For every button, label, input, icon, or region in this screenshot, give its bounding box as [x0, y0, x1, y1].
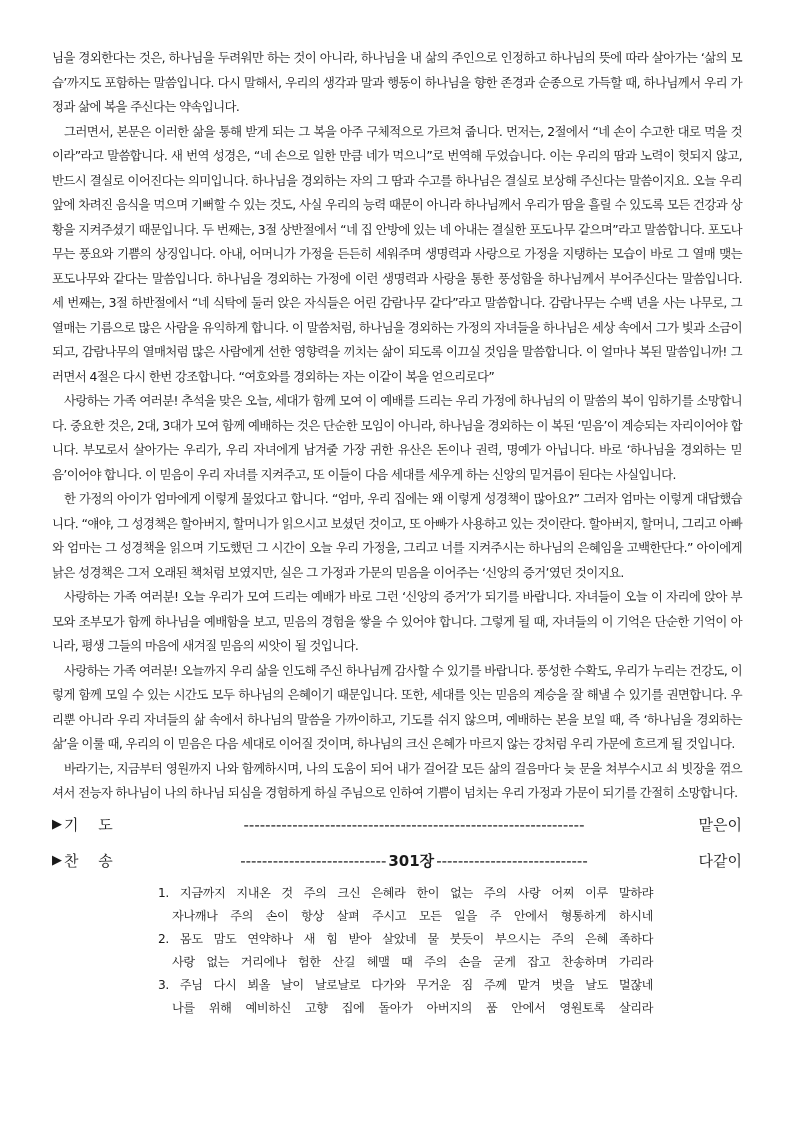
hymn-number: 301장: [388, 851, 435, 870]
hymn-verse-line: 자나깨나 주의 손이 항상 살펴 주시고 모든 일을 주 안에서 형통하게 하시네: [172, 908, 653, 923]
hymn-row: [52, 844, 742, 878]
prayer-label: 기 도: [64, 815, 113, 834]
hymn-label: 찬 송: [64, 851, 113, 870]
sermon-paragraph: 사랑하는 가족 여러분! 오늘까지 우리 삶을 인도해 주신 하나님께 감사할 수 있기를 바랍니다. 풍성한 수확도, 우리가 누리는 건강도, 이렇게 함께 모일 수 있는 시간도 모두 하나님의 은혜이기 때문입니다. 또한, 세대를 잇는 믿음의 계승을 잘 해낼 수 있기를 권면합니다. 우리뿐 아니라 우리 자녀들의 삶 속에서 하나님의 말씀을 가까이하고, 기도를 쉬지 않으며, 예배하는 본을 보일 때, 즉 ‘하나님을 경외하는 삶’을 이룰 때, 우리의 이 믿음은 다음 세대로 이어질 것이며, 하나님의 크신 은혜가 마르지 않는 강처럼 우리 가문에 흐르게 될 것입니다.: [52, 662, 742, 751]
sermon-paragraph: 그러면서, 본문은 이러한 삶을 통해 받게 되는 그 복을 아주 구체적으로 가르쳐 줍니다. 먼저는, 2절에서 “네 손이 수고한 대로 먹을 것이라”라고 말씀합니다. 새 번역 성경은, “네 손으로 일한 만큼 네가 먹으니”로 번역해 두었습니다. 이는 우리의 땀과 노력이 헛되지 않고, 반드시 결실로 이어진다는 의미입니다. 하나님을 경외하는 자의 그 땀과 수고를 하나님은 결실로 보상해 주신다는 말씀이지요. 오늘 우리 앞에 차려진 음식을 먹으며 기뻐할 수 있는 것도, 사실 우리의 능력 때문이 아니라 하나님께서 우리가 땀을 흘릴 수 있도록 모든 건강과 상황을 지켜주셨기 때문입니다. 두 번째는, 3절 상반절에서 “네 집 안방에 있는 네 아내는 결실한 포도나무 같으며”라고 말씀합니다. 포도나무는 풍요와 기쁨의 상징입니다. 아내, 어머니가 가정을 든든히 세워주며 생명력과 사랑으로 가정을 지탱하는 모습이 바로 그 열매 맺는 포도나무와 같다는 말씀입니다. 하나님을 경외하는 가정에 이런 생명력과 사랑을 통한 풍성함을 하나님께서 부어주신다는 말씀입니다. 세 번째는, 3절 하반절에서 “네 식탁에 둘러 앉은 자식들은 어린 감람나무 같다”라고 말씀합니다. 감람나무는 수백 년을 사는 나무로, 그 열매는 기름으로 많은 사람을 유익하게 합니다. 이 말씀처럼, 하나님을 경외하는 가정의 자녀들을 하나님은 세상 속에서 그가 빛과 소금이 되고, 감람나무의 열매처럼 많은 사람에게 선한 영향력을 끼치는 삶이 되도록 이끄실 것임을 말씀합니다. 이 얼마나 복된 말씀입니까! 그러면서 4절은 다시 한번 강조합니다. “여호와를 경외하는 자는 이같이 복을 얻으리로다”: [52, 123, 742, 384]
sermon-paragraph: 님을 경외한다는 것은, 하나님을 두려워만 하는 것이 아니라, 하나님을 내 삶의 주인으로 인정하고 하나님의 뜻에 따라 살아가는 ‘삶의 모습’까지도 포함하는 말씀입니다. 다시 말해서, 우리의 생각과 말과 행동이 하나님을 향한 존경과 순종으로 가득할 때, 하나님께서 우리 가정과 삶에 복을 주신다는 약속입니다.: [52, 50, 742, 114]
hymn-verse-line: 나를 위해 예비하신 고향 집에 돌아가 아버지의 품 안에서 영원토록 살리라: [172, 1000, 653, 1015]
prayer-assignee: 맡은이: [698, 815, 742, 834]
hymn-verse-line: 사랑 없는 거리에나 험한 산길 헤맬 때 주의 손을 굳게 잡고 찬송하며 가리라: [172, 954, 653, 969]
triangle-marker-icon: ▶: [52, 816, 62, 832]
hymn-verse-line: 2. 몸도 맘도 연약하나 새 힘 받아 살았네 물 붓듯이 부으시는 주의 은혜 족하다: [158, 931, 653, 946]
prayer-leader-dashes: ---------------------------------------------------------------: [243, 815, 585, 834]
hymn-dashes-left: ---------------------------: [240, 851, 387, 870]
sermon-paragraph: 한 가정의 아이가 엄마에게 이렇게 물었다고 합니다. “엄마, 우리 집에는 왜 이렇게 성경책이 많아요?” 그러자 엄마는 이렇게 대답했습니다. “얘야, 그 성경책은 할아버지, 할머니가 읽으시고 보셨던 것이고, 또 아빠가 사용하고 있는 것이란다. 할아버지, 할머니, 그리고 아빠와 엄마는 그 성경책을 읽으며 기도했던 그 시간이 오늘 우리 가정을, 그리고 너를 지켜주시는 하나님의 은혜임을 고백한단다.” 아이에게 낡은 성경책은 그저 오래된 책처럼 보였지만, 실은 그 가정과 가문의 믿음을 이어주는 ‘신앙의 증거’였던 것이지요.: [52, 491, 742, 580]
hymn-assignee: 다같이: [698, 851, 742, 870]
hymn-leader-dashes: [154, 844, 674, 878]
sermon-paragraph: 사랑하는 가족 여러분! 추석을 맞은 오늘, 세대가 함께 모여 이 예배를 드리는 우리 가정에 하나님의 이 말씀의 복이 임하기를 소망합니다. 중요한 것은, 2대, 3대가 모여 함께 예배하는 것은 단순한 모임이 아니라, 하나님을 경외하는 이 복된 ‘믿음’이 계승되는 자리이어야 합니다. 부모로서 살아가는 우리가, 우리 자녀에게 남겨줄 가장 귀한 유산은 돈이나 권력, 명예가 아닙니다. 바로 ‘하나님을 경외하는 믿음’이어야 합니다. 이 믿음이 우리 자녀를 지켜주고, 또 이들이 다음 세대를 세우게 하는 신앙의 밑거름이 된다는 사실입니다.: [52, 393, 742, 482]
hymn-verse-line: 1. 지금까지 지내온 것 주의 크신 은혜라 한이 없는 주의 사랑 어찌 이루 말하랴: [158, 885, 653, 900]
sermon-paragraph: 바라기는, 지금부터 영원까지 나와 함께하시며, 나의 도움이 되어 내가 걸어갈 모든 삶의 걸음마다 늦 문을 쳐부수시고 쇠 빗장을 꺾으셔서 전능자 하나님이 나의 하나님 되심을 경험하게 하실 주님으로 인하여 기쁨이 넘치는 우리 가정과 가문이 되기를 간절히 소망합니다.: [52, 760, 742, 800]
hymn-lyrics: [158, 882, 653, 1020]
triangle-marker-icon: ▶: [52, 852, 62, 868]
prayer-row: [52, 808, 742, 842]
sermon-page: [52, 46, 742, 1020]
hymn-verse-line: 3. 주님 다시 뵈올 날이 날로날로 다가와 무거운 짐 주께 맡겨 벗을 날도 멀잖네: [158, 977, 653, 992]
sermon-paragraph: 사랑하는 가족 여러분! 오늘 우리가 모여 드리는 예배가 바로 그런 ‘신앙의 증거’가 되기를 바랍니다. 자녀들이 오늘 이 자리에 앉아 부모와 조부모가 함께 하나님을 예배함을 보고, 믿음의 경험을 쌓을 수 있어야 합니다. 그렇게 될 때, 자녀들의 이 기억은 단순한 기억이 아니라, 평생 그들의 마음에 새겨질 믿음의 씨앗이 될 것입니다.: [52, 589, 742, 653]
hymn-dashes-right: ----------------------------: [436, 851, 588, 870]
